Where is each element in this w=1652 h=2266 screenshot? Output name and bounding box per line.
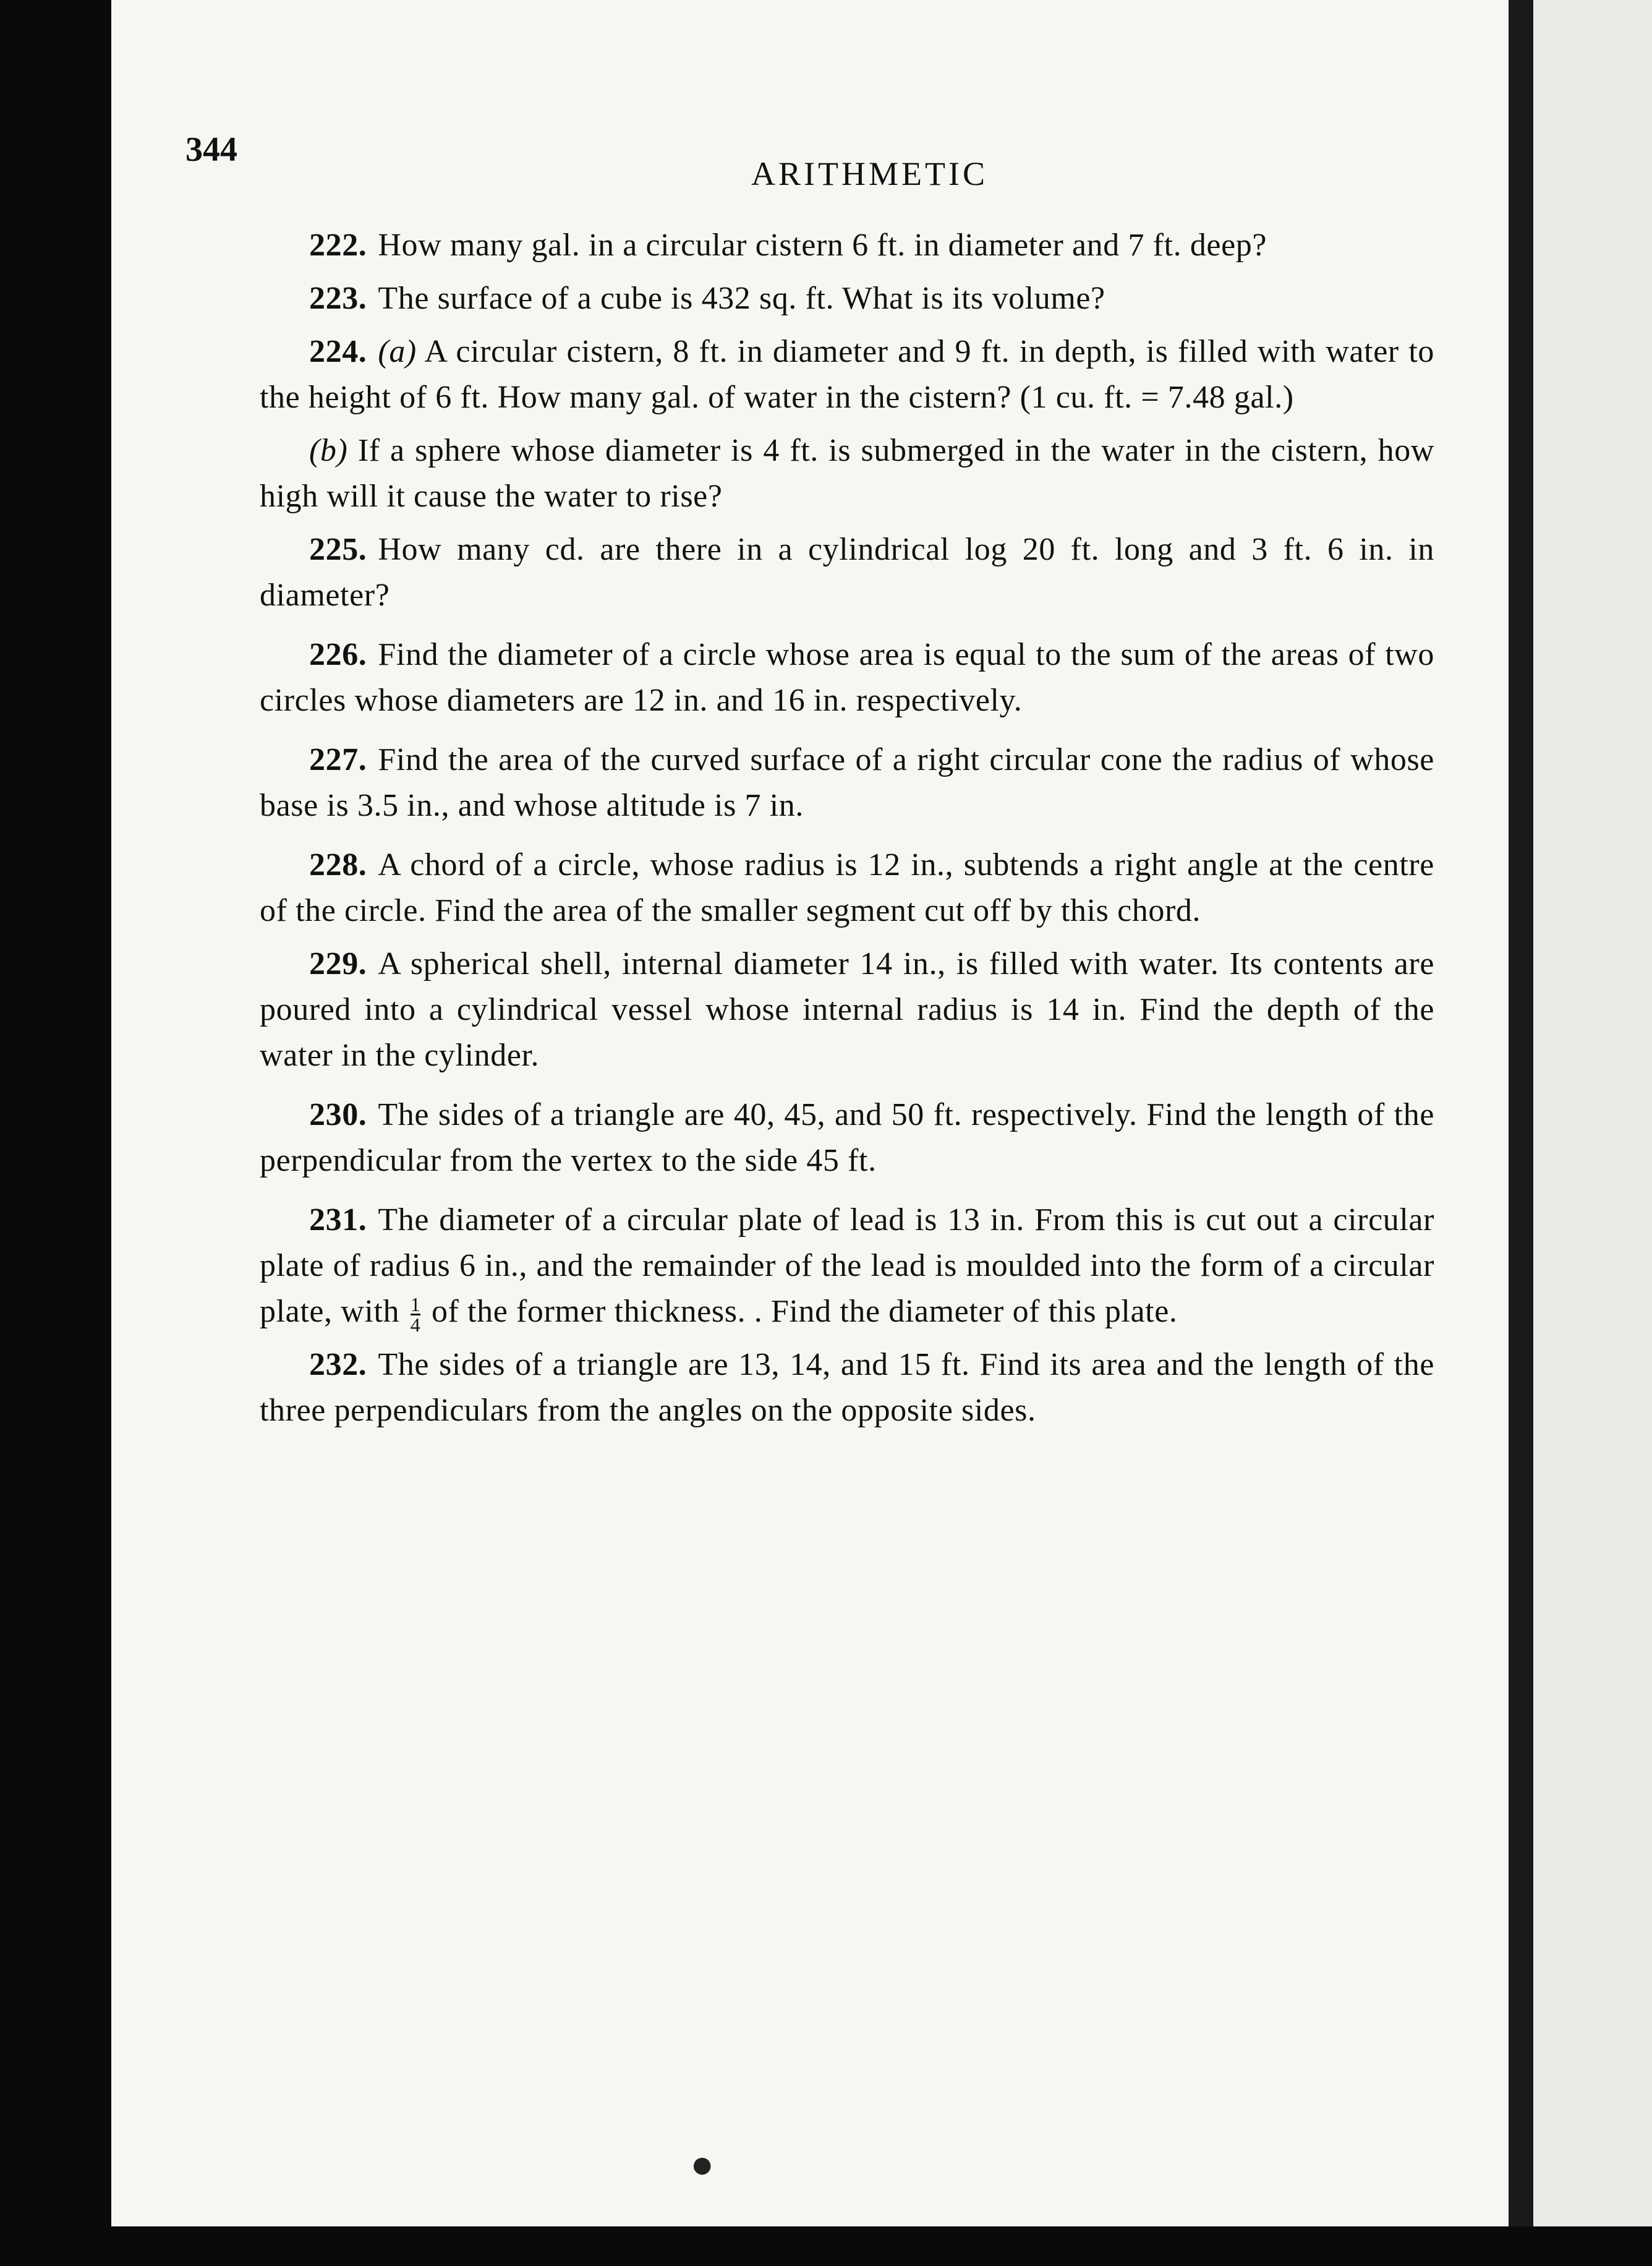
fraction-numerator: 1 — [410, 1293, 421, 1315]
problem-text: If a sphere whose diameter is 4 ft. is submerged in the water in the cistern, how high will it cause the water to rise? — [260, 433, 1434, 514]
problem-227 — [260, 737, 1434, 829]
problem-number: 224. — [309, 334, 367, 369]
problem-text: A circular cistern, 8 ft. in diameter and 9 ft. in depth, is filled with water to the height of 6 ft. How many gal. of water in the cistern? (1 cu. ft. = 7.48 gal.) — [260, 334, 1434, 415]
problem-230 — [260, 1092, 1434, 1184]
problem-text: A chord of a circle, whose radius is 12 in., subtends a right angle at the centre of the circle. Find the area of the smaller segment cut off by this chord. — [260, 847, 1434, 928]
problem-228 — [260, 842, 1434, 934]
problem-number: 223. — [309, 281, 367, 316]
problem-number: 231. — [309, 1202, 367, 1238]
problem-226 — [260, 632, 1434, 724]
part-label-b: (b) — [309, 433, 348, 468]
running-head: ARITHMETIC — [751, 155, 988, 192]
problem-text: The sides of a triangle are 13, 14, and 15 ft. Find its area and the length of the three perpendiculars from the angles on the opposite sides. — [260, 1347, 1434, 1428]
scan-border-left — [0, 0, 111, 2266]
fraction-denominator: 4 — [410, 1313, 421, 1336]
problem-number: 226. — [309, 637, 367, 672]
problem-number: 222. — [309, 228, 367, 263]
problem-list — [260, 223, 1434, 1441]
page-gutter — [1509, 0, 1533, 2266]
scan-border-bottom — [0, 2226, 1652, 2266]
problem-232 — [260, 1342, 1434, 1434]
page-number: 344 — [185, 130, 237, 169]
problem-225 — [260, 527, 1434, 618]
problem-224a — [260, 329, 1434, 421]
problem-text: Find the area of the curved surface of a right circular cone the radius of whose base is 3.5 in., and whose altitude is 7 in. — [260, 742, 1434, 823]
problem-text: The surface of a cube is 432 sq. ft. What is its volume? — [378, 281, 1105, 316]
problem-number: 229. — [309, 946, 367, 981]
problem-222 — [260, 223, 1434, 268]
problem-text: of the former thickness. . Find the diameter of this plate. — [431, 1294, 1178, 1329]
problem-number: 225. — [309, 532, 367, 567]
problem-224b — [260, 428, 1434, 519]
part-label-a: (a) — [378, 334, 417, 369]
fraction-one-quarter — [411, 1295, 421, 1334]
adjacent-page-edge — [1533, 0, 1652, 2226]
problem-text: The sides of a triangle are 40, 45, and 50 ft. respectively. Find the length of the perpendicular from the vertex to the side 45 ft. — [260, 1097, 1434, 1178]
problem-text: A spherical shell, internal diameter 14 in., is filled with water. Its contents are poured into a cylindrical vessel whose internal radius is 14 in. Find the depth of the water in the cylinder. — [260, 946, 1434, 1073]
problem-number: 232. — [309, 1347, 367, 1382]
problem-231 — [260, 1197, 1434, 1335]
problem-text: How many cd. are there in a cylindrical log 20 ft. long and 3 ft. 6 in. in diameter? — [260, 532, 1434, 613]
problem-number: 227. — [309, 742, 367, 777]
scan-smudge-mark: ● — [692, 2152, 712, 2178]
problem-text: How many gal. in a circular cistern 6 ft. in diameter and 7 ft. deep? — [378, 228, 1267, 263]
problem-number: 228. — [309, 847, 367, 883]
problem-text: Find the diameter of a circle whose area is equal to the sum of the areas of two circles whose diameters are 12 in. and 16 in. respectively. — [260, 637, 1434, 718]
problem-229 — [260, 941, 1434, 1079]
problem-223 — [260, 276, 1434, 322]
problem-text: The diameter of a circular plate of lead is 13 in. From this is cut out a circular plate of radius 6 in., and the remainder of the lead is moulded into the form of a circular plate, with — [260, 1202, 1434, 1329]
problem-number: 230. — [309, 1097, 367, 1132]
